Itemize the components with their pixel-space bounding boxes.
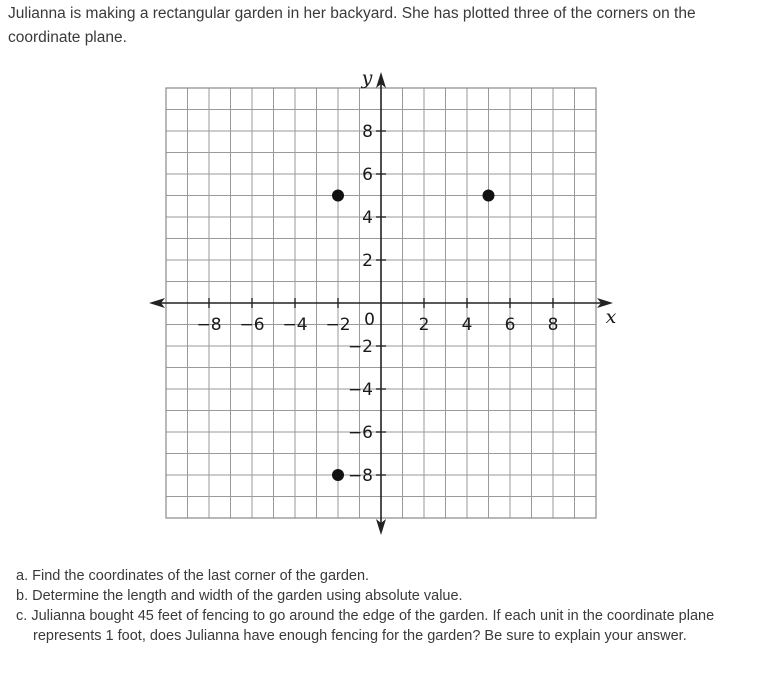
question-text: Julianna bought 45 feet of fencing to go around the edge of the garden. If each unit in the coordinate plane represents 1 foot, does Julianna have enough fencing for the garden? Be sure to explain your answer. bbox=[31, 608, 715, 644]
question-text: Find the coordinates of the last corner of the garden. bbox=[32, 568, 370, 584]
x-tick-label: 8 bbox=[547, 315, 559, 335]
x-tick-label: 4 bbox=[461, 315, 473, 335]
plotted-point bbox=[332, 469, 344, 481]
y-tick-label: 8 bbox=[362, 122, 373, 142]
x-tick-label: −2 bbox=[325, 315, 351, 335]
y-tick-label: −4 bbox=[347, 380, 373, 400]
x-tick-label: −8 bbox=[196, 315, 222, 335]
y-tick-label: 4 bbox=[362, 208, 373, 228]
tick-labels bbox=[196, 67, 616, 486]
x-tick-label: −6 bbox=[239, 315, 265, 335]
axes bbox=[149, 72, 613, 535]
y-axis-label: y bbox=[361, 67, 373, 89]
question-label: b. bbox=[16, 588, 29, 604]
question-label: a. bbox=[16, 568, 29, 584]
y-tick-label: 6 bbox=[362, 165, 373, 185]
question-text: Determine the length and width of the garden using absolute value. bbox=[32, 588, 463, 604]
y-tick-label: 2 bbox=[362, 251, 373, 271]
y-tick-label: −8 bbox=[347, 466, 373, 486]
plotted-point bbox=[483, 190, 495, 202]
y-tick-label: −6 bbox=[347, 423, 373, 443]
x-tick-label: −4 bbox=[282, 315, 308, 335]
y-tick-label: −2 bbox=[347, 337, 373, 357]
problem-intro: Julianna is making a rectangular garden in her backyard. She has plotted three of the corners on the coordinate plane. bbox=[8, 5, 696, 46]
origin-label: 0 bbox=[364, 310, 375, 330]
question-label: c. bbox=[16, 608, 28, 624]
question-list bbox=[16, 566, 751, 646]
plotted-point bbox=[332, 190, 344, 202]
question-b bbox=[16, 586, 751, 606]
x-axis-label: x bbox=[605, 306, 617, 328]
question-c bbox=[16, 606, 751, 646]
x-tick-label: 6 bbox=[504, 315, 516, 335]
question-a bbox=[16, 566, 751, 586]
x-tick-label: 2 bbox=[418, 315, 430, 335]
